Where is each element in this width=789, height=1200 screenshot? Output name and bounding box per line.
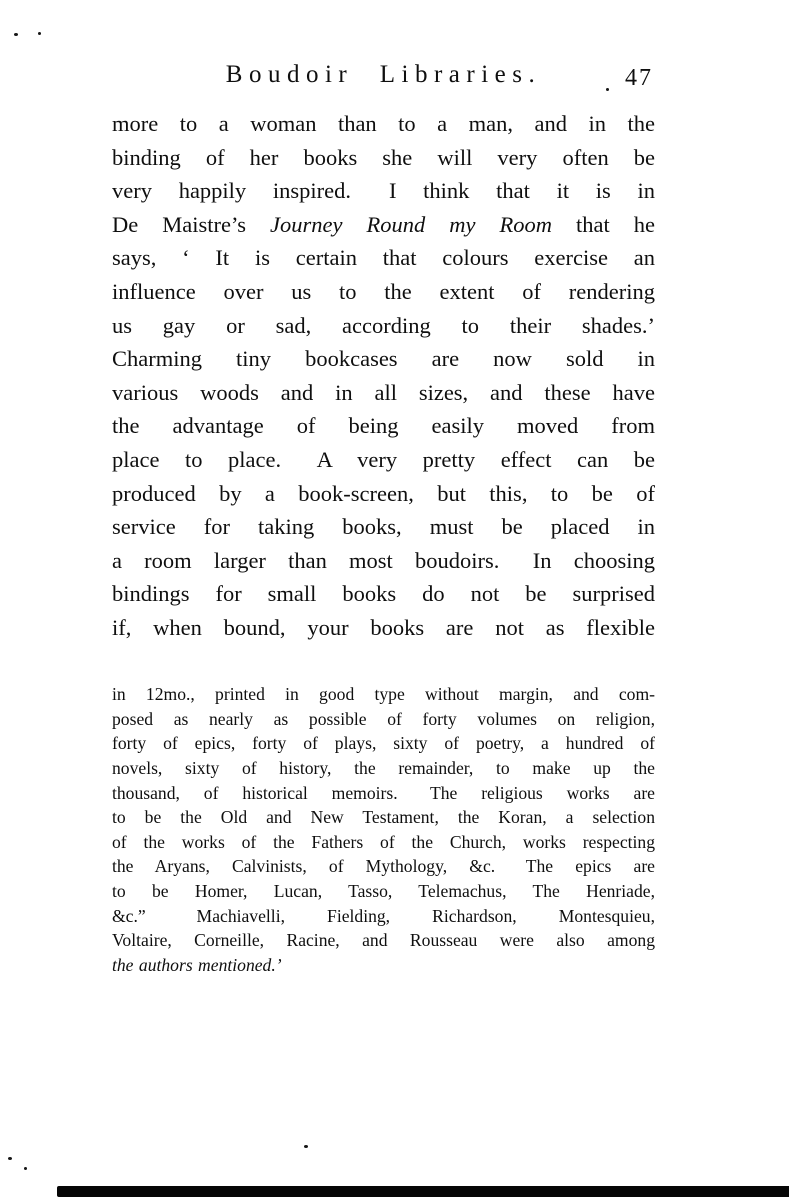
page-header bbox=[112, 61, 655, 95]
text-line: posed as nearly as possible of forty volumes on religion, bbox=[112, 708, 655, 729]
text-line: if, when bound, your books are not as flexible bbox=[112, 614, 655, 640]
scan-speck bbox=[14, 33, 18, 36]
text-line: De Maistre’s Journey Round my Room that he bbox=[112, 211, 655, 237]
text-line: the Aryans, Calvinists, of Mythology, &c. The epics are bbox=[112, 856, 655, 877]
body-text bbox=[112, 107, 655, 645]
text-line: forty of epics, forty of plays, sixty of poetry, a hundred of bbox=[112, 733, 655, 754]
text-line: bindings for small books do not be surprised bbox=[112, 581, 655, 607]
footnote-text bbox=[112, 682, 655, 978]
text-line: &c.” Machiavelli, Fielding, Richardson, Montesquieu, bbox=[112, 905, 655, 926]
text-line: us gay or sad, according to their shades.’ bbox=[112, 312, 655, 338]
running-title: Boudoir Libraries. bbox=[225, 61, 542, 88]
text-line: Charming tiny bookcases are now sold in bbox=[112, 346, 655, 372]
text-line: a room larger than most boudoirs. In choosing bbox=[112, 547, 655, 573]
text-line: says, ‘ It is certain that colours exercise an bbox=[112, 245, 655, 271]
scan-speck bbox=[606, 88, 609, 91]
text-line: in 12mo., printed in good type without margin, and com- bbox=[112, 684, 655, 704]
text-line: Voltaire, Corneille, Racine, and Rousseau were also among bbox=[112, 930, 655, 951]
text-line: influence over us to the extent of rendering bbox=[112, 278, 655, 304]
scan-speck bbox=[8, 1157, 12, 1160]
text-line: novels, sixty of history, the remainder, to make up the bbox=[112, 757, 655, 778]
scan-speck bbox=[304, 1145, 308, 1148]
text-line: more to a woman than to a man, and in the bbox=[112, 111, 655, 136]
scan-speck bbox=[24, 1167, 27, 1170]
text-line: the authors mentioned.’ bbox=[112, 955, 282, 976]
scan-speck bbox=[38, 32, 41, 35]
text-line: very happily inspired. I think that it is in bbox=[112, 178, 655, 204]
text-line: to be the Old and New Testament, the Koran, a selection bbox=[112, 807, 655, 828]
text-line: binding of her books she will very often be bbox=[112, 144, 655, 170]
page-number: 47 bbox=[625, 65, 653, 91]
text-line: produced by a book-screen, but this, to be of bbox=[112, 480, 655, 506]
text-line: the advantage of being easily moved from bbox=[112, 413, 655, 439]
text-line: to be Homer, Lucan, Tasso, Telemachus, The Henriade, bbox=[112, 881, 655, 902]
text-line: place to place. A very pretty effect can be bbox=[112, 446, 655, 472]
text-line: thousand, of historical memoirs. The religious works are bbox=[112, 782, 655, 803]
text-line: various woods and in all sizes, and these have bbox=[112, 379, 655, 405]
text-line: service for taking books, must be placed in bbox=[112, 514, 655, 540]
text-line: of the works of the Fathers of the Church, works respecting bbox=[112, 831, 655, 852]
scan-edge-artifact bbox=[57, 1186, 789, 1197]
